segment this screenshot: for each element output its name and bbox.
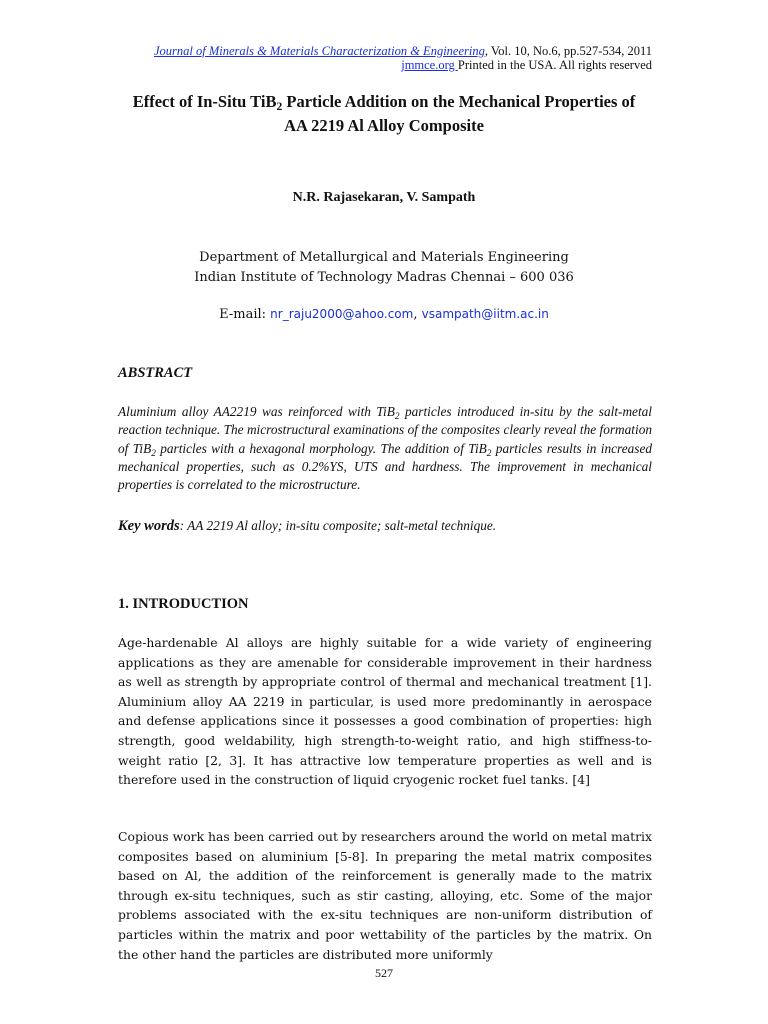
intro-paragraph-1: Age-hardenable Al alloys are highly suitable for a wide variety of engineering applications as they are amenable for considerable improvement in their hardness as well as strength by appropriate control of thermal and mechanical treatment [1]. Aluminium alloy AA 2219 in particular, is used more predominantly in aerospace and defense applications since it possesses a good combination of properties: high strength, good weldability, high strength-to-weight ratio, and high stiffness-to-weight ratio [2, 3]. It has attractive low temperature properties as well and is therefore used in the construction of liquid cryogenic rocket fuel tanks. [4] [118,635,652,788]
authors: N.R. Rajasekaran, V. Sampath [292,190,476,205]
page-number: 527 [375,966,393,980]
email-label: E-mail: [219,307,271,322]
title-part2: Particle Addition on the Mechanical Properties of [282,92,636,111]
title-part1: Effect of In-Situ TiB [132,92,277,111]
affiliation [0,248,768,288]
title-subscript: 2 [276,101,283,113]
keywords [118,518,652,535]
email-link-1[interactable]: nr_raju2000@ahoo.com [270,307,414,321]
journal-site-link[interactable]: jmmce.org [401,58,458,72]
email-link-2[interactable]: vsampath@iitm.ac.in [421,307,549,321]
abstract-seg4: particles results in increased mechanical properties, such as 0.2%YS, UTS and hardness. The improvement in mechanical properties is correlated to the microstructure. [118,440,653,493]
abstract-sub3: 2 [486,448,492,459]
title-line2: AA 2219 Al Alloy Composite [284,116,484,135]
affiliation-institute: Indian Institute of Technology Madras Chennai – 600 036 [194,270,574,285]
email-separator: , [413,307,422,322]
affiliation-department: Department of Metallurgical and Materials Engineering [199,250,569,265]
abstract-heading: ABSTRACT [118,365,193,381]
paper-title [90,90,678,138]
journal-citation: , Vol. 10, No.6, pp.527-534, 2011 [484,44,652,58]
abstract-seg3: particles with a hexagonal morphology. The addition of TiB [155,440,487,456]
abstract-seg1: Aluminium alloy AA2219 was reinforced with TiB [118,404,395,419]
abstract-sub1: 2 [394,412,400,422]
abstract-sub2: 2 [151,448,156,459]
section-heading-introduction: 1. INTRODUCTION [118,596,249,612]
intro-paragraph-2: Copious work has been carried out by researchers around the world on metal matrix composites based on aluminium [5-8]. In preparing the metal matrix composites based on Al, the addition of the reinforcement is generally made to the matrix through ex-situ techniques, such as stir casting, alloying, etc. Some of the major problems associated with the ex-situ techniques are non-uniform distribution of particles within the matrix and poor wettability of the particles by the matrix. On the other hand the particles are distributed more uniformly [118,829,652,962]
journal-header [0,44,652,58]
keywords-text: : AA 2219 Al alloy; in-situ composite; salt-metal technique. [179,518,497,533]
journal-header-line2 [0,58,652,72]
email-line [0,307,768,322]
journal-link[interactable]: Journal of Minerals & Materials Characterization & Engineering [153,44,485,58]
abstract-text [118,403,652,494]
keywords-label: Key words [118,518,180,534]
abstract-seg2: particles introduced in-situ by the salt-metal reaction technique. The microstructural examinations of the composites clearly reveal the formation of TiB [118,404,652,456]
rights-text: Printed in the USA. All rights reserved [457,58,652,72]
